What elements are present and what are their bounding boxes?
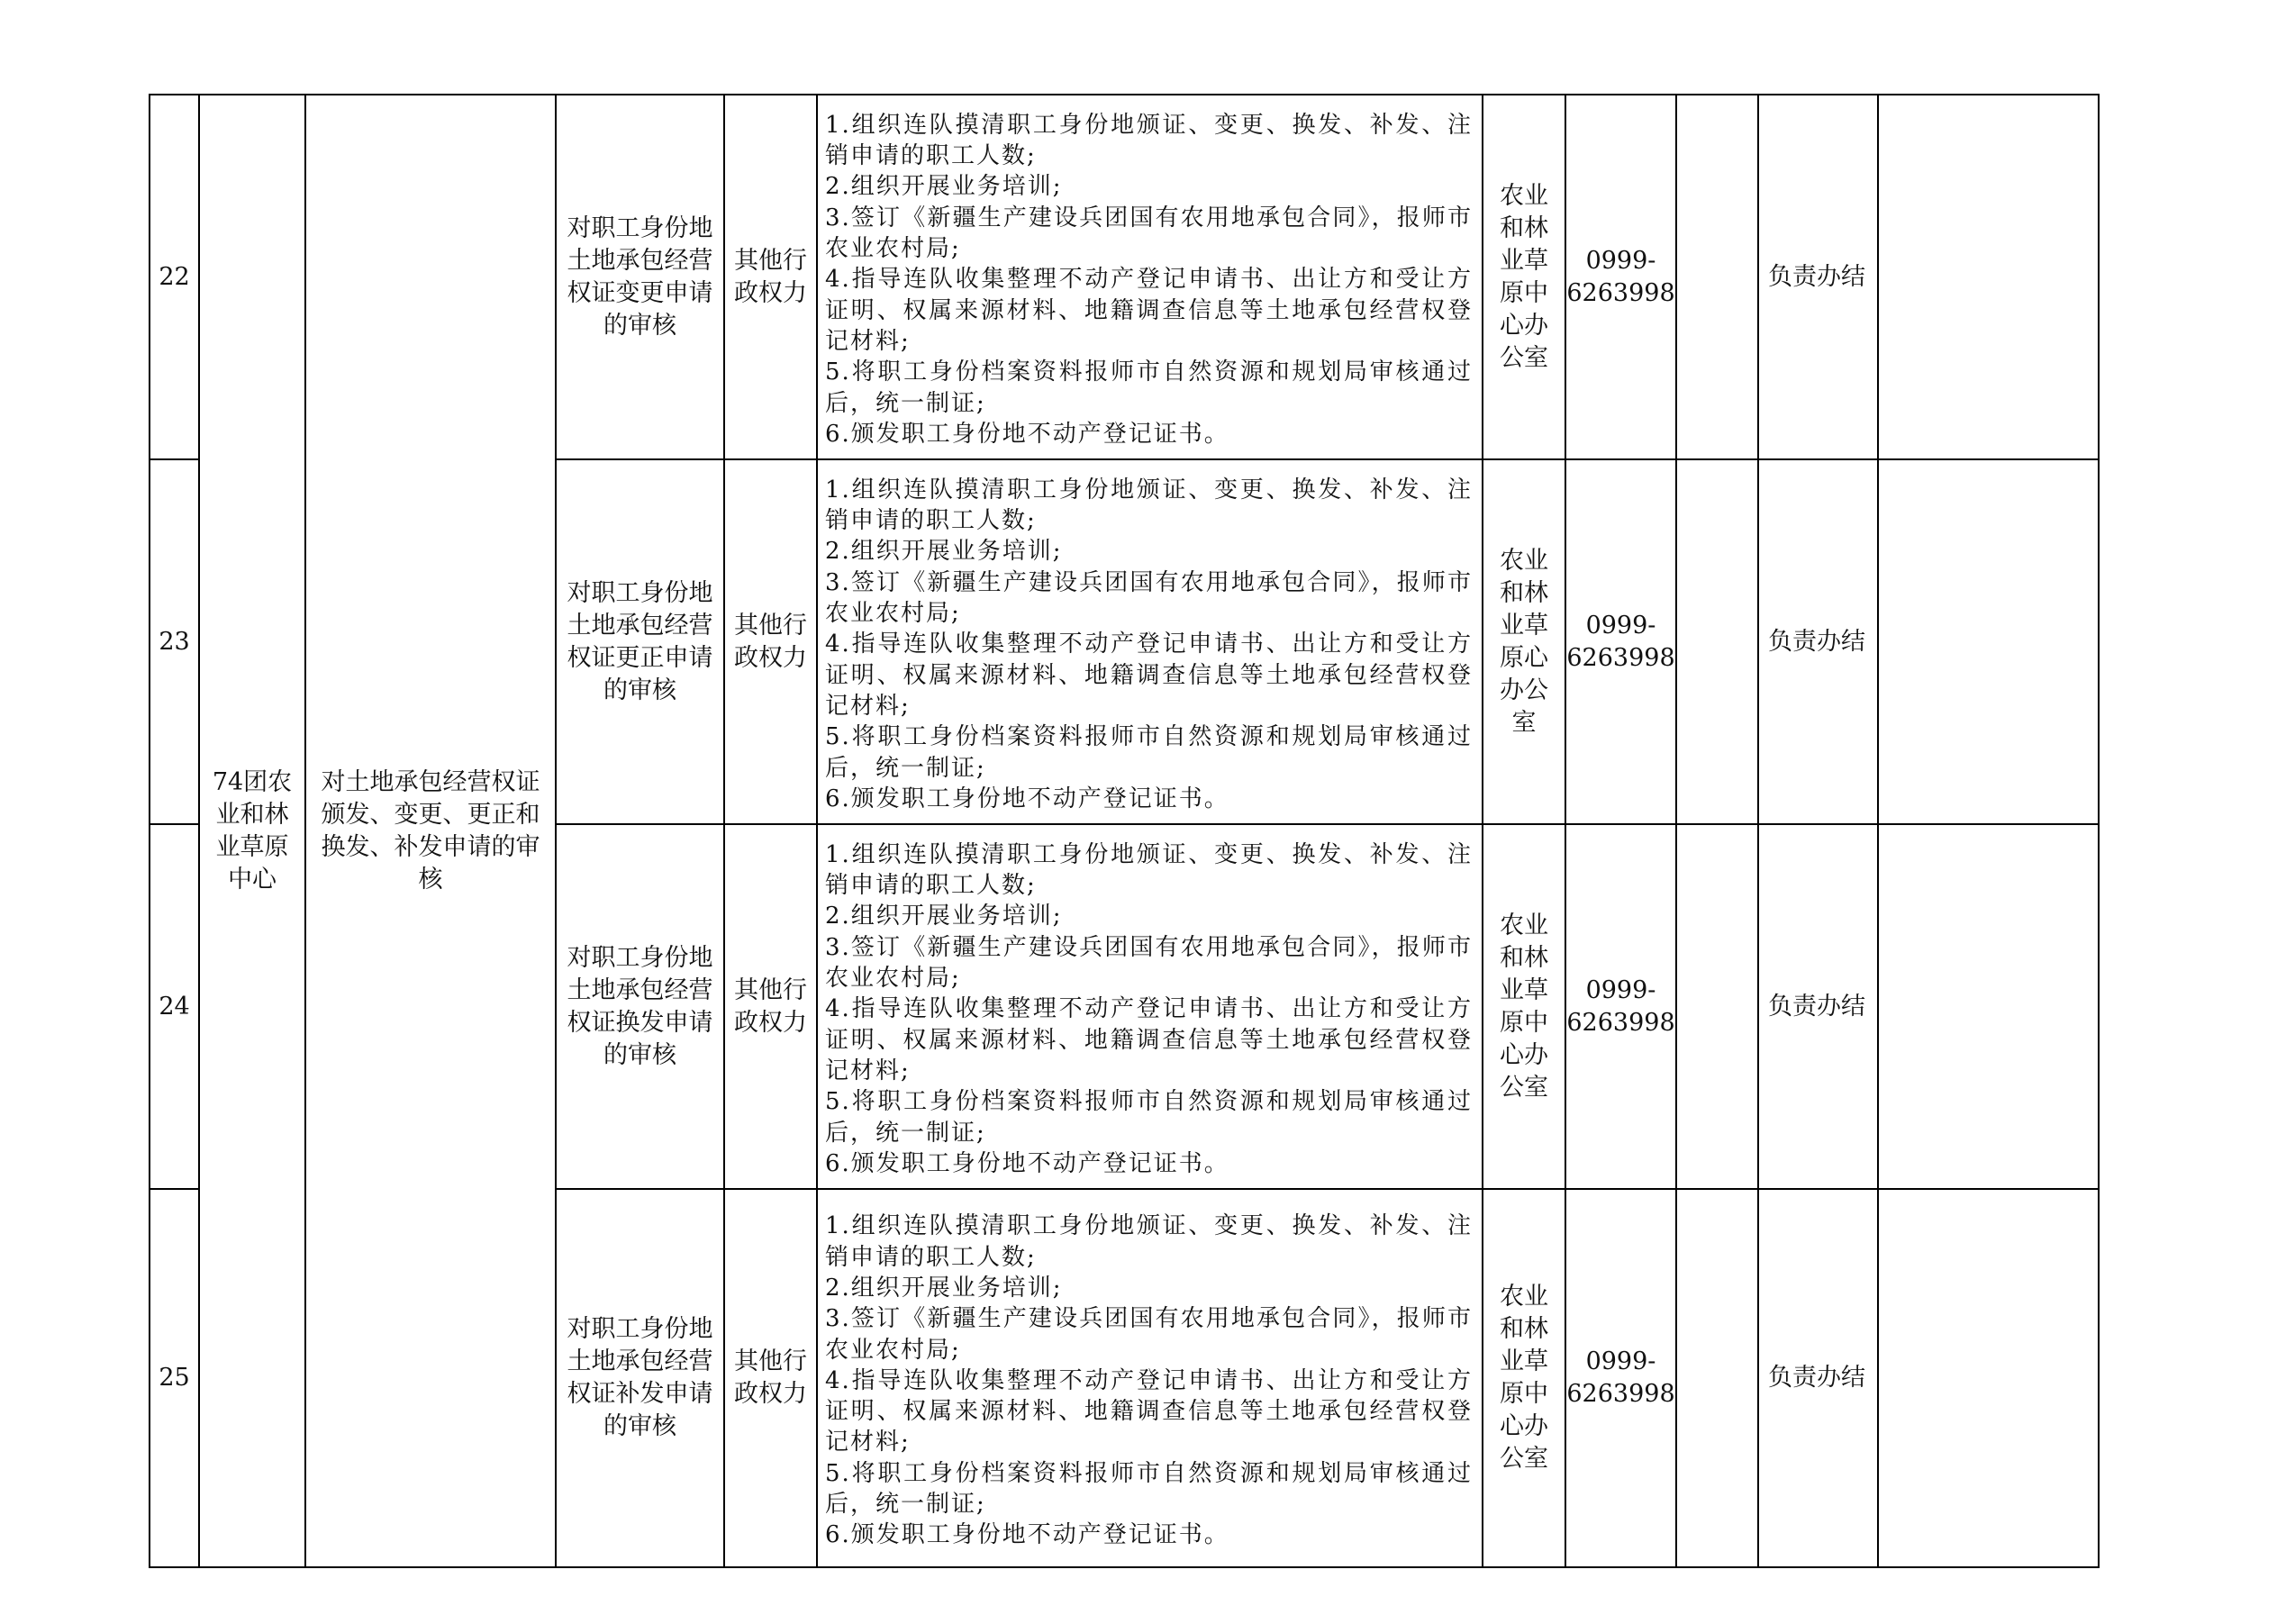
step-line: 3.签订《新疆生产建设兵团国有农用地承包合同》，报师市农业农村局; [825,568,1473,628]
sub-item-cell: 对职工身份地土地承包经营权证更正申请的审核 [556,459,724,824]
empty-cell [1878,459,2099,824]
step-line: 1.组织连队摸清职工身份地颁证、变更、换发、补发、注销申请的职工人数; [825,1212,1473,1271]
duty-cell: 负责办结 [1758,1189,1878,1567]
sub-item-cell: 对职工身份地土地承包经营权证变更申请的审核 [556,95,724,459]
step-line: 1.组织连队摸清职工身份地颁证、变更、换发、补发、注销申请的职工人数; [825,476,1473,535]
row-number: 23 [150,459,199,824]
step-line: 5.将职工身份档案资料报师市自然资源和规划局审核通过后，统一制证; [825,358,1473,417]
phone-cell: 0999-6263998 [1565,824,1676,1189]
step-line: 3.签订《新疆生产建设兵团国有农用地承包合同》，报师市农业农村局; [825,204,1473,263]
row-number: 25 [150,1189,199,1567]
step-line: 3.签订《新疆生产建设兵团国有农用地承包合同》，报师市农业农村局; [825,933,1473,993]
step-line: 6.颁发职工身份地不动产登记证书。 [825,785,1229,812]
step-line: 6.颁发职工身份地不动产登记证书。 [825,1521,1229,1549]
step-line: 2.组织开展业务培训; [825,1274,1063,1302]
step-line: 2.组织开展业务培训; [825,173,1063,201]
row-number: 24 [150,824,199,1189]
power-type-cell: 其他行政权力 [724,824,817,1189]
steps-cell [817,1189,1483,1567]
power-type-cell: 其他行政权力 [724,1189,817,1567]
step-line: 2.组织开展业务培训; [825,538,1063,566]
main-item-cell: 对土地承包经营权证颁发、变更、更正和换发、补发申请的审核 [305,95,556,1567]
power-type-cell: 其他行政权力 [724,459,817,824]
duty-cell: 负责办结 [1758,95,1878,459]
power-type-cell: 其他行政权力 [724,95,817,459]
empty-cell [1676,1189,1758,1567]
step-line: 6.颁发职工身份地不动产登记证书。 [825,1149,1229,1177]
department-cell: 农业和林业草原中心办公室 [1483,1189,1565,1567]
row-number: 22 [150,95,199,459]
unit-cell: 74团农业和林业草原中心 [199,95,305,1567]
step-line: 4.指导连队收集整理不动产登记申请书、出让方和受让方证明、权属来源材料、地籍调查信息等土地承包经营权登记材料; [825,266,1473,355]
step-line: 4.指导连队收集整理不动产登记申请书、出让方和受让方证明、权属来源材料、地籍调查信息等土地承包经营权登记材料; [825,995,1473,1084]
empty-cell [1878,824,2099,1189]
steps-cell [817,459,1483,824]
department-cell: 农业和林业草原中心办公室 [1483,824,1565,1189]
empty-cell [1676,95,1758,459]
responsibility-table [149,94,2100,1568]
step-line: 5.将职工身份档案资料报师市自然资源和规划局审核通过后，统一制证; [825,1088,1473,1147]
step-line: 5.将职工身份档案资料报师市自然资源和规划局审核通过后，统一制证; [825,723,1473,782]
step-line: 1.组织连队摸清职工身份地颁证、变更、换发、补发、注销申请的职工人数; [825,840,1473,900]
empty-cell [1878,1189,2099,1567]
step-line: 1.组织连队摸清职工身份地颁证、变更、换发、补发、注销申请的职工人数; [825,111,1473,170]
step-line: 4.指导连队收集整理不动产登记申请书、出让方和受让方证明、权属来源材料、地籍调查信息等土地承包经营权登记材料; [825,631,1473,720]
empty-cell [1676,824,1758,1189]
sub-item-cell: 对职工身份地土地承包经营权证补发申请的审核 [556,1189,724,1567]
sub-item-cell: 对职工身份地土地承包经营权证换发申请的审核 [556,824,724,1189]
duty-cell: 负责办结 [1758,459,1878,824]
phone-cell: 0999-6263998 [1565,95,1676,459]
step-line: 5.将职工身份档案资料报师市自然资源和规划局审核通过后，统一制证; [825,1459,1473,1519]
step-line: 3.签订《新疆生产建设兵团国有农用地承包合同》，报师市农业农村局; [825,1305,1473,1364]
step-line: 6.颁发职工身份地不动产登记证书。 [825,420,1229,448]
steps-cell [817,95,1483,459]
duty-cell: 负责办结 [1758,824,1878,1189]
empty-cell [1878,95,2099,459]
step-line: 4.指导连队收集整理不动产登记申请书、出让方和受让方证明、权属来源材料、地籍调查信息等土地承包经营权登记材料; [825,1366,1473,1456]
department-cell: 农业和林业草原心办公室 [1483,459,1565,824]
step-line: 2.组织开展业务培训; [825,903,1063,930]
department-cell: 农业和林业草原中心办公室 [1483,95,1565,459]
table-row [150,95,2099,459]
phone-cell: 0999-6263998 [1565,1189,1676,1567]
steps-cell [817,824,1483,1189]
phone-cell: 0999-6263998 [1565,459,1676,824]
empty-cell [1676,459,1758,824]
